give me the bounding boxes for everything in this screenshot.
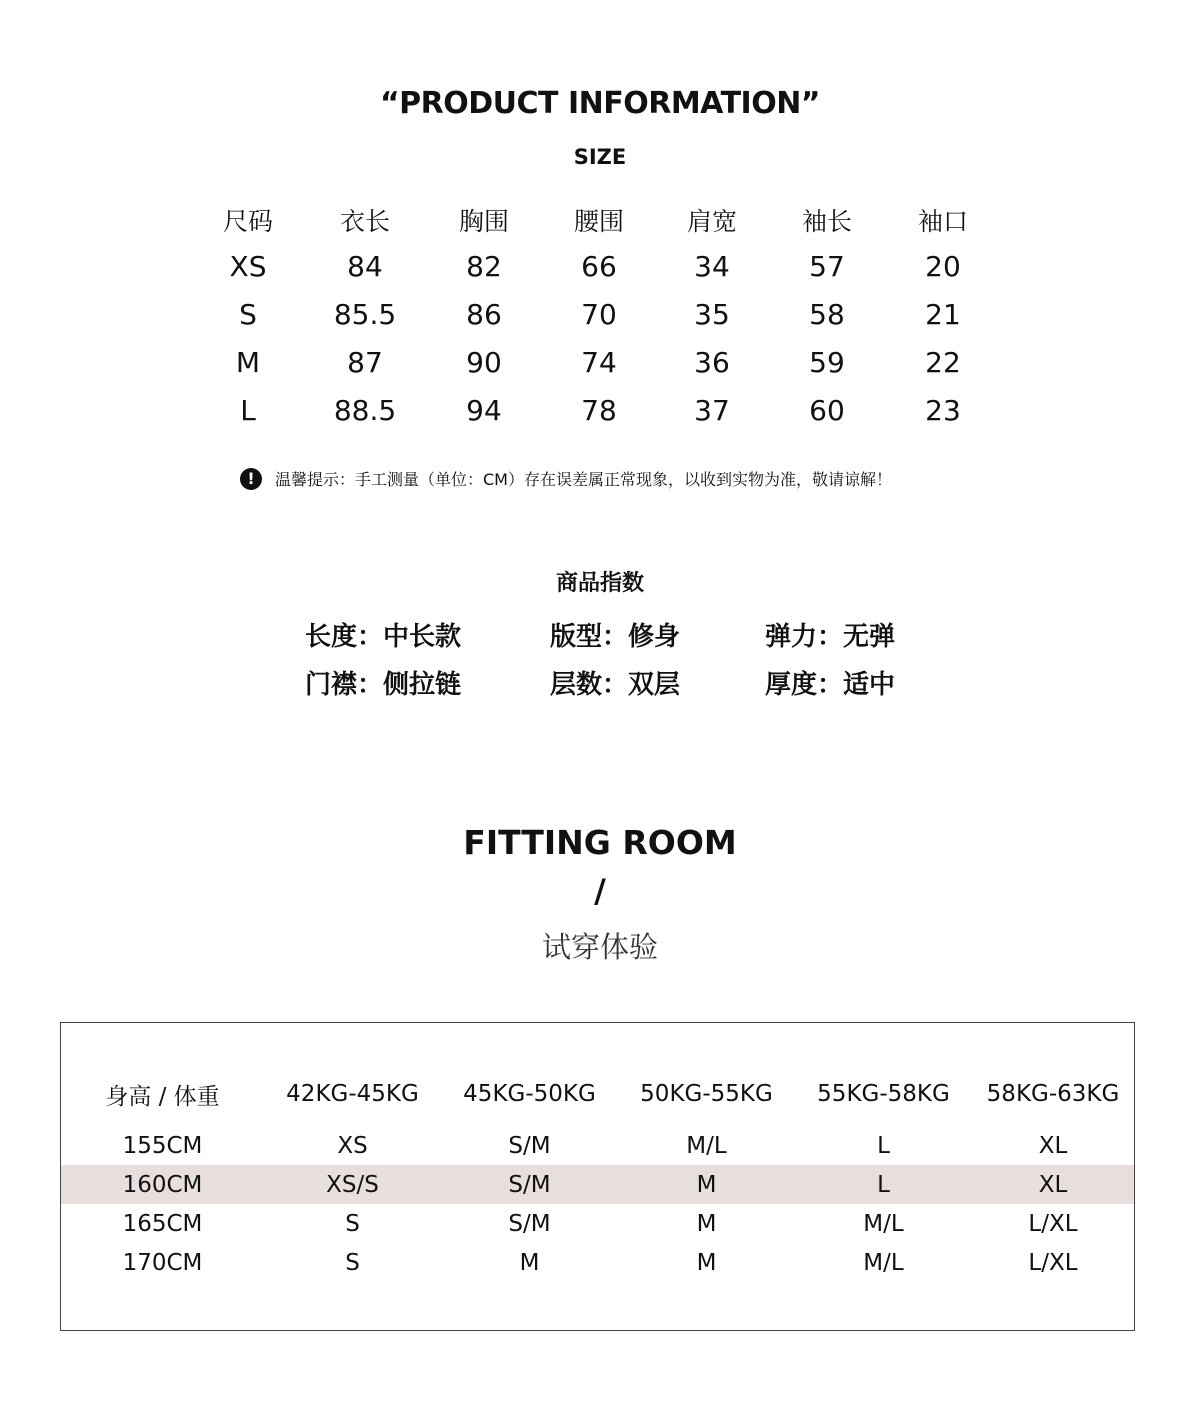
size-cell: 36 bbox=[694, 345, 730, 379]
size-table bbox=[190, 198, 1002, 434]
size-table-row bbox=[190, 290, 1002, 338]
size-table-row bbox=[190, 386, 1002, 434]
size-cell: 94 bbox=[466, 393, 502, 427]
size-header-cell: 袖长 bbox=[801, 207, 852, 236]
index-item-length: 长度：中长款 bbox=[305, 622, 462, 652]
fitting-header-cell: 42KG-45KG bbox=[286, 1081, 419, 1107]
size-cell: 84 bbox=[347, 249, 383, 283]
size-table-row bbox=[190, 242, 1002, 290]
fitting-cell: M/L bbox=[863, 1210, 904, 1237]
page-title: “PRODUCT INFORMATION” bbox=[379, 86, 821, 121]
fitting-table-row-highlighted bbox=[61, 1165, 1134, 1204]
fitting-header-row bbox=[61, 1074, 1134, 1114]
fitting-cell: L/XL bbox=[1028, 1249, 1078, 1276]
fitting-cell: 165CM bbox=[122, 1210, 203, 1237]
size-table-row bbox=[190, 338, 1002, 386]
size-cell: 21 bbox=[925, 297, 961, 331]
size-cell: 59 bbox=[809, 345, 845, 379]
size-cell: 87 bbox=[347, 345, 383, 379]
measurement-note bbox=[240, 467, 892, 490]
size-cell: 34 bbox=[694, 249, 730, 283]
size-header-cell: 尺码 bbox=[222, 207, 273, 236]
size-cell: S bbox=[239, 297, 257, 331]
index-item-thickness: 厚度：适中 bbox=[765, 670, 896, 700]
fitting-cell: XL bbox=[1038, 1132, 1068, 1159]
fitting-cell: S/M bbox=[441, 1165, 618, 1204]
fitting-cell: L/XL bbox=[1028, 1210, 1078, 1237]
fitting-table-row bbox=[61, 1204, 1134, 1243]
size-cell: L bbox=[240, 393, 256, 427]
size-header-cell: 胸围 bbox=[458, 207, 509, 236]
fitting-cell: M bbox=[696, 1210, 717, 1237]
size-cell: XS bbox=[229, 249, 267, 283]
index-item-closure: 门襟：侧拉链 bbox=[305, 670, 462, 700]
measurement-note-text: 温馨提示：手工测量（单位：CM）存在误差属正常现象，以收到实物为准，敬请谅解！ bbox=[275, 470, 892, 489]
fitting-room-divider: / bbox=[594, 872, 606, 910]
size-cell: 57 bbox=[809, 249, 845, 283]
size-cell: 78 bbox=[581, 393, 617, 427]
fitting-cell: M bbox=[696, 1249, 717, 1276]
size-table-header-row bbox=[190, 198, 1002, 242]
fitting-cell: 170CM bbox=[122, 1249, 203, 1276]
fitting-header-cell: 50KG-55KG bbox=[640, 1081, 773, 1107]
size-cell: 88.5 bbox=[333, 393, 397, 427]
fitting-cell: XS bbox=[337, 1132, 368, 1159]
fitting-cell: S/M bbox=[508, 1210, 551, 1237]
fitting-header-cell: 55KG-58KG bbox=[817, 1081, 950, 1107]
size-cell: 86 bbox=[466, 297, 502, 331]
size-cell: 85.5 bbox=[333, 297, 397, 331]
size-cell: 35 bbox=[694, 297, 730, 331]
size-cell: 37 bbox=[694, 393, 730, 427]
size-cell: 70 bbox=[581, 297, 617, 331]
size-cell: 23 bbox=[925, 393, 961, 427]
fitting-room-title: FITTING ROOM bbox=[463, 823, 737, 862]
fitting-cell: L bbox=[795, 1165, 972, 1204]
fitting-cell: M bbox=[519, 1249, 540, 1276]
size-cell: 90 bbox=[466, 345, 502, 379]
fitting-table-row bbox=[61, 1126, 1134, 1165]
index-item-elasticity: 弹力：无弹 bbox=[765, 622, 896, 652]
index-item-layers: 层数：双层 bbox=[550, 670, 681, 700]
product-index-title: 商品指数 bbox=[555, 571, 644, 596]
fitting-cell: M bbox=[618, 1165, 795, 1204]
size-cell: 58 bbox=[809, 297, 845, 331]
fitting-header-cell: 身高 / 体重 bbox=[105, 1083, 220, 1110]
fitting-cell: S bbox=[345, 1210, 360, 1237]
fitting-spacer-row bbox=[61, 1114, 1134, 1126]
spacer-cell bbox=[61, 1114, 1134, 1126]
fitting-cell: S bbox=[345, 1249, 360, 1276]
index-item-fit: 版型：修身 bbox=[550, 622, 681, 652]
fitting-room-table bbox=[61, 1074, 1134, 1282]
size-cell: 20 bbox=[925, 249, 961, 283]
fitting-cell: L bbox=[877, 1132, 890, 1159]
size-header-cell: 衣长 bbox=[339, 207, 390, 236]
size-header-cell: 袖口 bbox=[917, 207, 968, 236]
fitting-cell: M/L bbox=[863, 1249, 904, 1276]
fitting-cell: 160CM bbox=[61, 1165, 264, 1204]
product-index-grid bbox=[305, 622, 965, 700]
size-cell: M bbox=[235, 345, 261, 379]
exclamation-icon: ! bbox=[240, 468, 262, 490]
size-header-cell: 肩宽 bbox=[686, 207, 737, 236]
size-header-cell: 腰围 bbox=[573, 207, 624, 236]
fitting-cell: XS/S bbox=[264, 1165, 441, 1204]
size-subtitle: SIZE bbox=[573, 145, 627, 169]
fitting-cell: S/M bbox=[508, 1132, 551, 1159]
fitting-cell: XL bbox=[972, 1165, 1134, 1204]
fitting-header-cell: 58KG-63KG bbox=[986, 1081, 1120, 1107]
fitting-room-subtitle: 试穿体验 bbox=[541, 930, 658, 964]
size-cell: 74 bbox=[581, 345, 617, 379]
size-cell: 22 bbox=[925, 345, 961, 379]
fitting-cell: M/L bbox=[686, 1132, 727, 1159]
size-cell: 82 bbox=[466, 249, 502, 283]
fitting-header-cell: 45KG-50KG bbox=[463, 1081, 596, 1107]
fitting-room-box bbox=[60, 1022, 1135, 1331]
size-cell: 66 bbox=[581, 249, 617, 283]
size-cell: 60 bbox=[809, 393, 845, 427]
fitting-table-row bbox=[61, 1243, 1134, 1282]
fitting-cell: 155CM bbox=[122, 1132, 203, 1159]
